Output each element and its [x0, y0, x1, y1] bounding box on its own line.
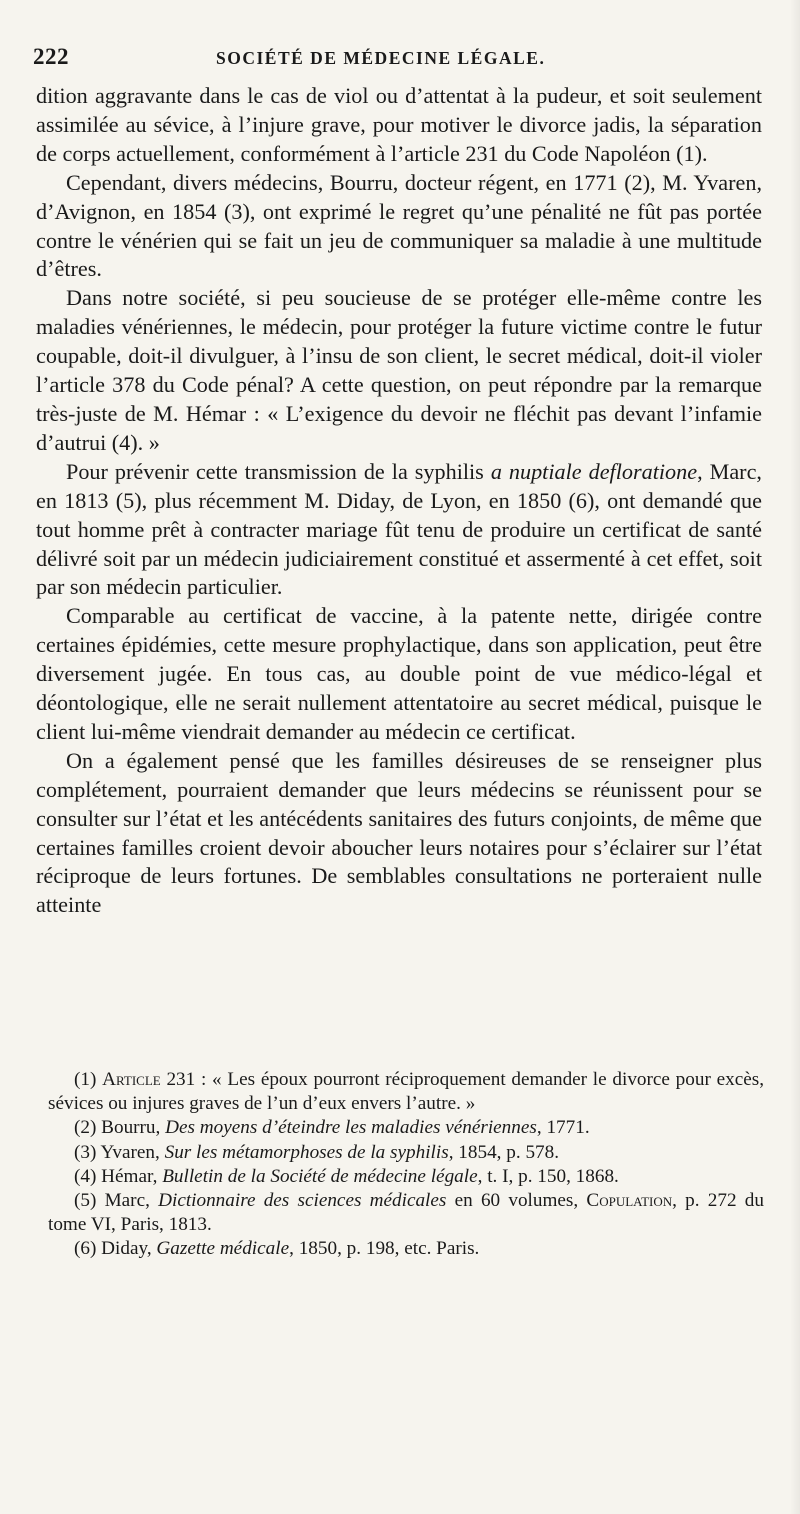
footnote-text: , t. I, p. 150, 1868.	[477, 1165, 619, 1187]
footnote-number: (4)	[74, 1165, 97, 1187]
footnote-number: (6)	[74, 1238, 97, 1260]
main-text	[36, 82, 762, 920]
footnote-text: , 1850, p. 198, etc. Paris.	[289, 1238, 480, 1260]
footnote-title: Gazette médicale	[156, 1238, 290, 1260]
page-number: 222	[33, 44, 69, 69]
footnote-number: (1)	[74, 1069, 97, 1090]
footnote-text: , 1854, p. 578.	[448, 1141, 560, 1163]
footnote-number: (2)	[74, 1117, 97, 1139]
footnote-title: Sur les métamorphoses de la syphilis	[164, 1141, 449, 1163]
footnote-title: Dictionnaire des sciences médicales	[158, 1190, 447, 1212]
running-title: SOCIÉTÉ DE MÉDECINE LÉGALE.	[216, 48, 546, 68]
paragraph-4	[36, 458, 762, 603]
paragraph-3: Dans notre société, si peu soucieuse de se protéger elle-même contre les maladies vénériennes, le médecin, pour protéger la future victime contre le futur coupable, doit-il divulguer, à l’insu de son client, le secret médical, doit-il violer l’article 378 du Code pénal? A cette question, on peut répondre par la remarque très-juste de M. Hémar : « L’exigence du devoir ne fléchit pas devant l’infamie d’autrui (4). »	[36, 285, 762, 455]
scan-edge-shadow	[790, 0, 800, 1514]
footnote-text: en 60 volumes,	[446, 1190, 587, 1212]
footnote-text: , p. 272 du tome VI, Paris, 1813.	[48, 1190, 764, 1236]
footnote-title: Des moyens d’éteindre les maladies vénériennes	[165, 1117, 537, 1139]
footnote-smallcaps: Article	[102, 1069, 161, 1090]
footnote-author: Diday,	[101, 1238, 157, 1260]
footnote-text: 231 : « Les époux pourront réciproquement demander le divorce pour excès, sévices ou injures graves de l’un d’eux envers l’autre. »	[48, 1069, 764, 1115]
paragraph-4-pre: Pour prévenir cette transmission de la syphilis	[66, 458, 491, 484]
footnote-3	[48, 1141, 764, 1165]
page-header	[30, 44, 760, 76]
paragraph-5: Comparable au certificat de vaccine, à la patente nette, dirigée contre certaines épidémies, cette mesure prophylactique, dans son application, peut être diversement jugée. En tous cas, au double point de vue médico-légal et déontologique, elle ne serait nullement attentatoire au secret médical, puisque le client lui-même viendrait demander au médecin ce certificat.	[36, 603, 762, 744]
footnote-number: (5)	[74, 1190, 97, 1212]
paragraph-4-post: , Marc, en 1813 (5), plus récemment M. Diday, de Lyon, en 1850 (6), ont demandé que tout homme prêt à contracter mariage fût tenu de produire un certificat de santé délivré soit par un médecin judiciairement constitué et assermenté à cet effet, soit par son médecin particulier.	[36, 458, 762, 600]
footnote-author: Hémar,	[101, 1165, 163, 1187]
footnote-4	[48, 1165, 764, 1189]
footnotes	[48, 1068, 764, 1262]
footnote-title: Bulletin de la Société de médecine légale	[162, 1165, 478, 1187]
footnote-number: (3)	[74, 1141, 97, 1163]
footnote-text: , 1771.	[536, 1117, 590, 1139]
paragraph-4-latin-phrase: a nuptiale defloratione	[490, 458, 698, 484]
paragraph-1: dition aggravante dans le cas de viol ou d’attentat à la pudeur, et soit seulement assimilée au sévice, à l’injure grave, pour motiver le divorce jadis, la séparation de corps actuellement, conformément à l’article 231 du Code Napoléon (1).	[36, 83, 762, 166]
footnote-6	[48, 1237, 764, 1261]
footnote-author: Bourru,	[101, 1117, 166, 1139]
footnote-smallcaps: Copulation	[586, 1190, 673, 1212]
paragraph-2: Cependant, divers médecins, Bourru, docteur régent, en 1771 (2), M. Yvaren, d’Avignon, en 1854 (3), ont exprimé le regret qu’une pénalité ne fût pas portée contre le vénérien qui se fait un jeu de communiquer sa maladie à une multitude d’êtres.	[36, 169, 762, 282]
footnote-2	[48, 1116, 764, 1140]
paragraph-6: On a également pensé que les familles désireuses de se renseigner plus complétement, pourraient demander que leurs médecins se réunissent pour se consulter sur l’état et les antécédents sanitaires des futurs conjoints, de même que certaines familles croient devoir aboucher leurs notaires pour s’éclairer sur l’état réciproque de leurs fortunes. De semblables consultations ne porteraient nulle atteinte	[36, 747, 762, 918]
footnote-author: Marc,	[104, 1190, 159, 1212]
footnote-1	[48, 1068, 764, 1116]
footnote-author: Yvaren,	[100, 1141, 165, 1163]
footnote-5	[48, 1189, 764, 1237]
